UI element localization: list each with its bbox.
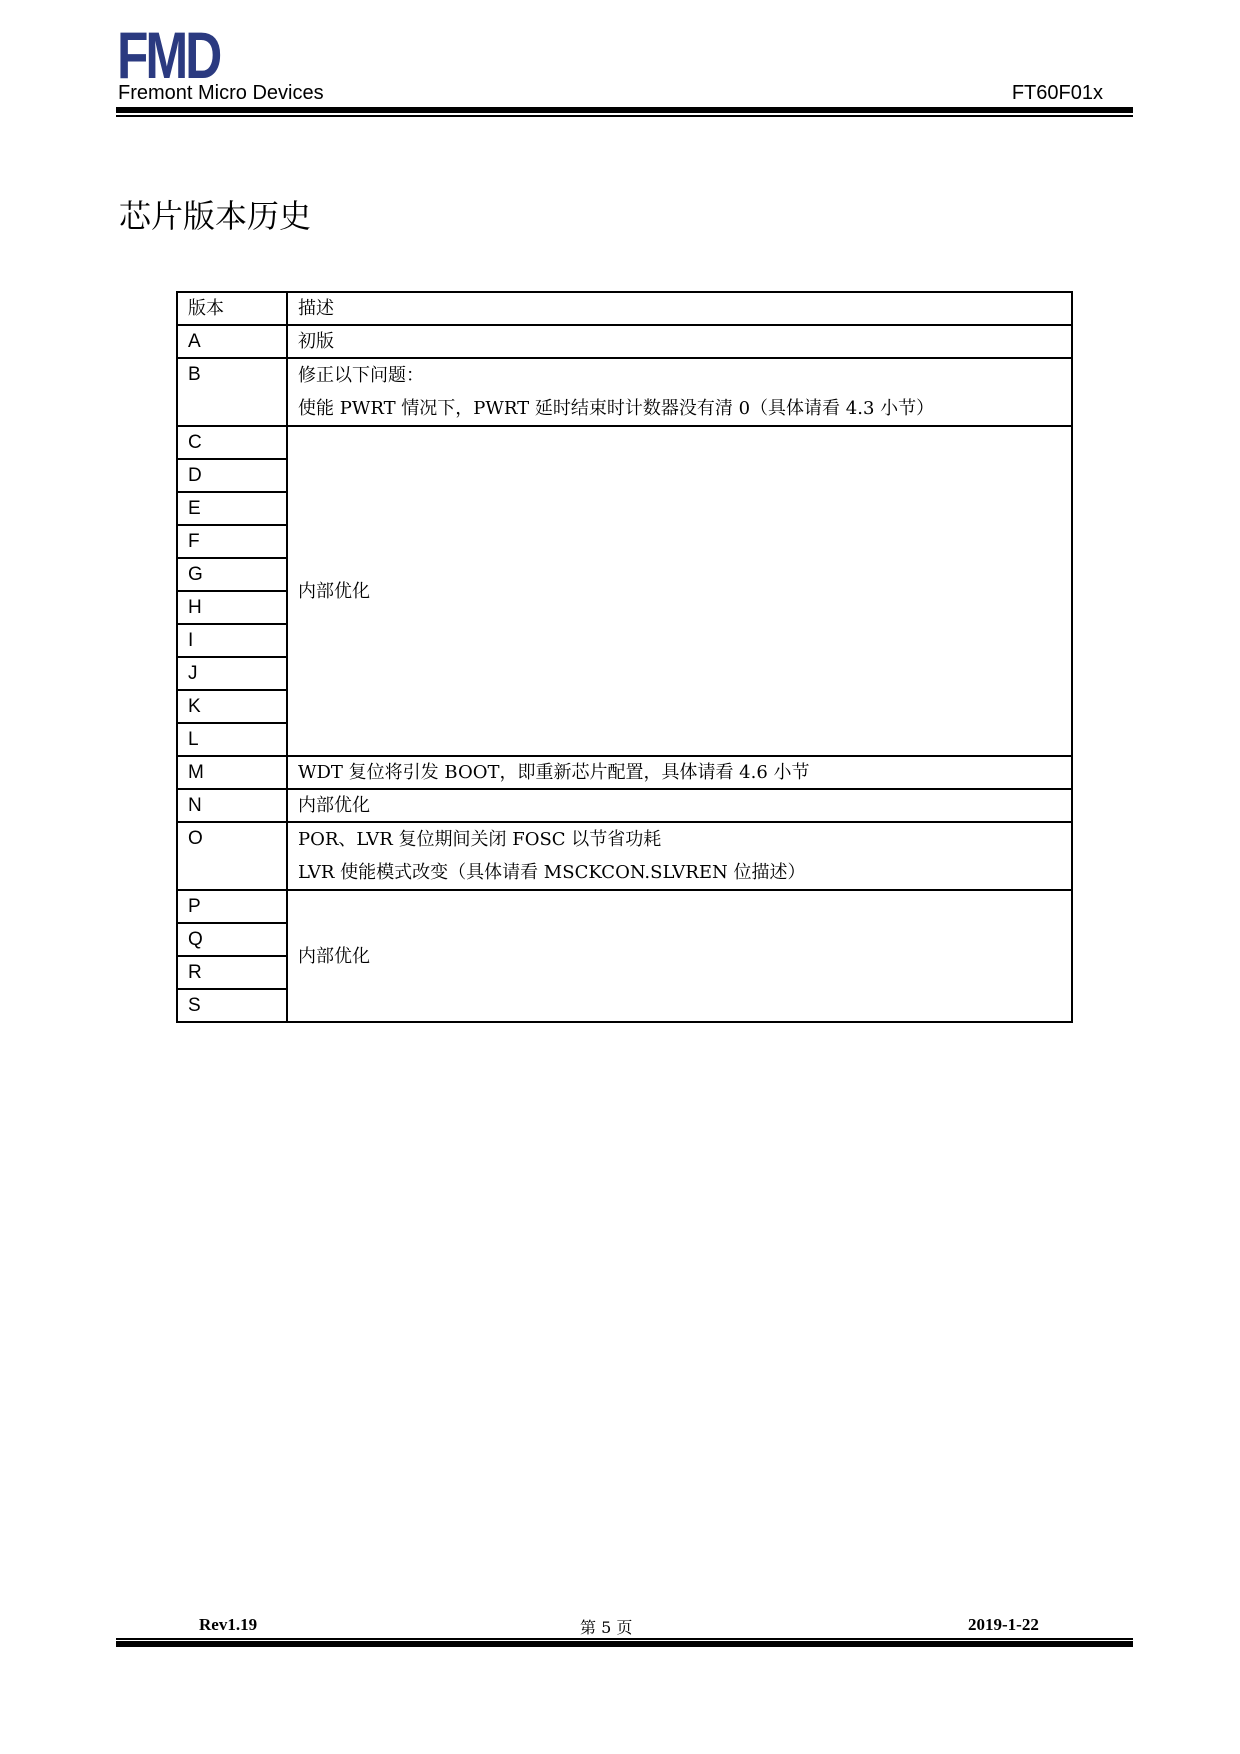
description-cell: 初版: [287, 325, 1072, 358]
version-cell: P: [177, 890, 287, 923]
version-cell: N: [177, 789, 287, 822]
column-header-description: 描述: [287, 292, 1072, 325]
fmd-logo: FMD: [117, 18, 220, 92]
description-cell: WDT 复位将引发 BOOT，即重新芯片配置，具体请看 4.6 小节: [287, 756, 1072, 789]
footer-page-number: 第 5 页: [580, 1618, 633, 1637]
table-row: [177, 822, 1072, 890]
table-row: [177, 325, 1072, 358]
description-line: LVR 使能模式改变（具体请看 MSCKCON.SLVREN 位描述）: [298, 862, 806, 883]
version-cell: S: [177, 989, 287, 1022]
version-cell: R: [177, 956, 287, 989]
version-cell: J: [177, 657, 287, 690]
version-cell: Q: [177, 923, 287, 956]
company-name: Fremont Micro Devices: [118, 82, 324, 104]
version-cell: D: [177, 459, 287, 492]
version-cell: H: [177, 591, 287, 624]
version-cell: O: [177, 822, 287, 890]
revision-history-table: [176, 291, 1073, 1023]
merged-description-cell: 内部优化: [287, 426, 1072, 756]
version-cell: K: [177, 690, 287, 723]
table-row: [177, 358, 1072, 426]
footer-rule-thick: [116, 1641, 1133, 1647]
footer-revision: Rev1.19: [199, 1615, 258, 1634]
version-cell: C: [177, 426, 287, 459]
version-cell: B: [177, 358, 287, 426]
version-cell: G: [177, 558, 287, 591]
table-row: [177, 426, 1072, 459]
description-cell: 内部优化: [287, 789, 1072, 822]
footer-rule-thin: [116, 1638, 1133, 1640]
table-row: [177, 789, 1072, 822]
description-cell: [287, 822, 1072, 890]
version-cell: F: [177, 525, 287, 558]
description-line: 修正以下问题：: [298, 365, 424, 386]
table-row: [177, 756, 1072, 789]
merged-description-cell: 内部优化: [287, 890, 1072, 1022]
version-cell: M: [177, 756, 287, 789]
version-cell: L: [177, 723, 287, 756]
header-rule-thick: [116, 107, 1133, 113]
description-line: 使能 PWRT 情况下，PWRT 延时结束时计数器没有清 0（具体请看 4.3 小节）: [298, 398, 935, 419]
document-id: FT60F01x: [1011, 82, 1103, 104]
footer-date: 2019-1-22: [968, 1615, 1039, 1634]
column-header-version: 版本: [177, 292, 287, 325]
page-title: 芯片版本历史: [119, 197, 312, 235]
description-cell: [287, 358, 1072, 426]
version-cell: A: [177, 325, 287, 358]
table-row: [177, 890, 1072, 923]
version-cell: E: [177, 492, 287, 525]
table-header-row: [177, 292, 1072, 325]
header-rule-thin: [116, 115, 1133, 117]
description-line: POR、LVR 复位期间关闭 FOSC 以节省功耗: [298, 829, 662, 850]
version-cell: I: [177, 624, 287, 657]
